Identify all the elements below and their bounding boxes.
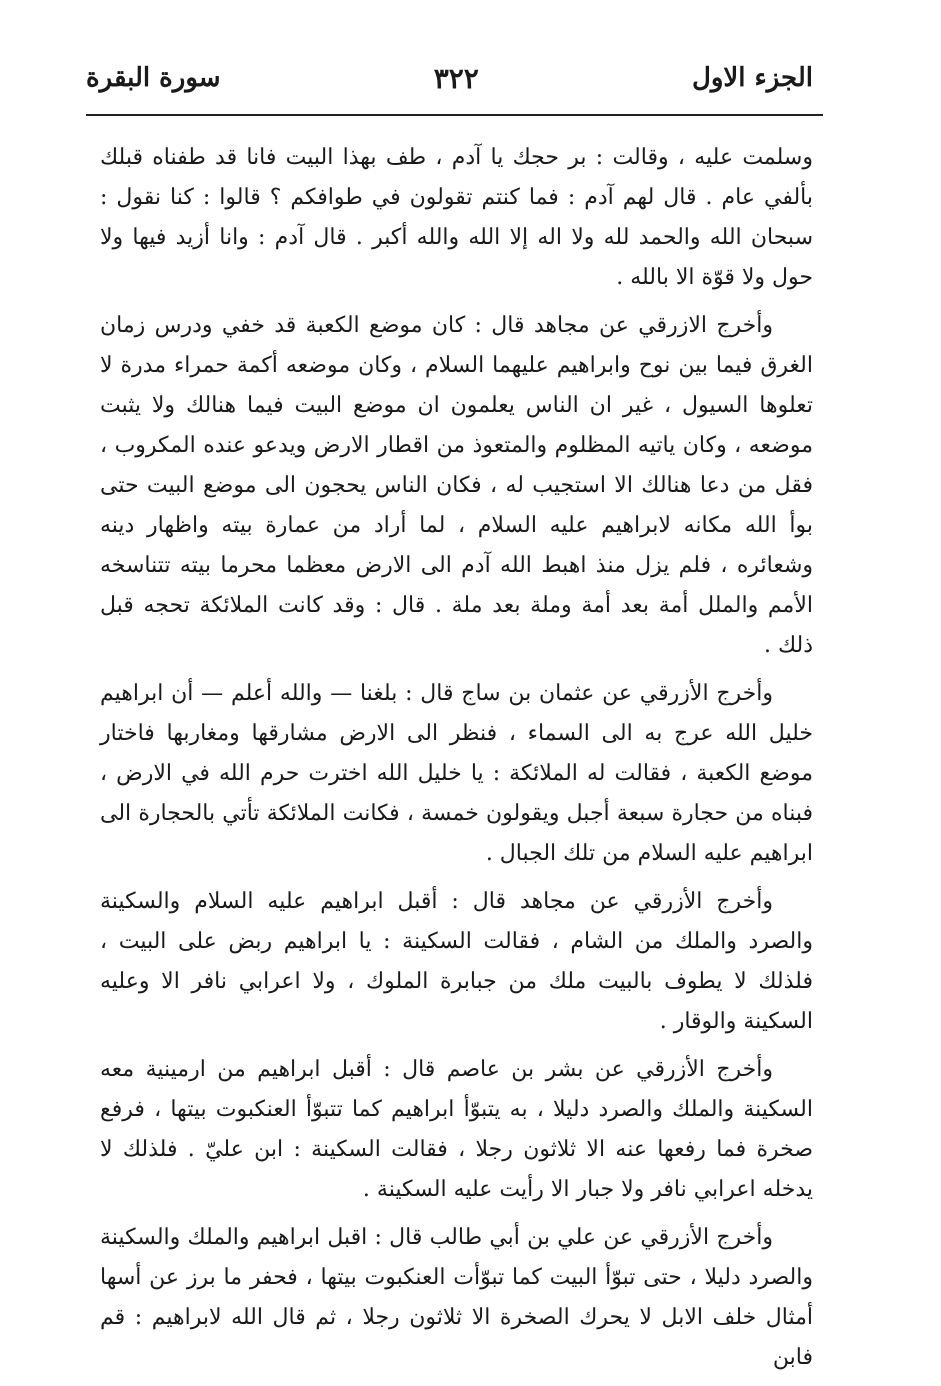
header-surah-label: سورة البقرة (86, 63, 221, 93)
paragraph-continuation: وسلمت عليه ، وقالت : بر حجك يا آدم ، طف بهذا البيت فانا قد طفناه قبلك بألفي عام . قال لهم آدم : فما كنتم تقولون في طوافكم ؟ قالوا : كنا نقول : سبحان الله والحمد لله ولا اله إلا الله والله أكبر . قال آدم : وانا أزيد فيها ولا حول ولا قوّة الا بالله . (100, 145, 813, 290)
paragraph-mujahid-sakina: وأخرج الأزرقي عن مجاهد قال : أقبل ابراهيم عليه السلام والسكينة والصرد والملك من الشام ، فقالت السكينة : يا ابراهيم ربض على البيت ، فلذلك لا يطوف بالبيت ملك من جبابرة الملوك ، ولا اعرابي نافر الا وعليه السكينة والوقار . (100, 889, 813, 1034)
paragraph-mujahid-kaaba: وأخرج الازرقي عن مجاهد قال : كان موضع الكعبة قد خفي ودرس زمان الغرق فيما بين نوح وابراهيم عليهما السلام ، وكان موضعه أكمة حمراء مدرة لا تعلوها السيول ، غير ان الناس يعلمون ان موضع البيت فيما هنالك ولا يثبت موضعه ، وكان ياتيه المظلوم والمتعوذ من اقطار الارض ويدعو عنده المكروب ، فقل من دعا هنالك الا استجيب له ، فكان الناس يحجون الى موضع البيت حتى بوأ الله مكانه لابراهيم عليه السلام ، لما أراد من عمارة بيته واظهار دينه وشعائره ، فلم يزل منذ اهبط الله آدم الى الارض معظما محرما بيته تتناسخه الأمم والملل أمة بعد أمة وملة بعد ملة . قال : وقد كانت الملائكة تحجه قبل ذلك . (100, 313, 813, 658)
header-divider (86, 114, 823, 116)
header-part-label: الجزء الاول (691, 63, 813, 93)
paragraph-uthman-ibn-saj: وأخرج الأزرقي عن عثمان بن ساج قال : بلغنا — والله أعلم — أن ابراهيم خليل الله عرج به الى السماء ، فنظر الى الارض مشارقها ومغاربها فاختار موضع الكعبة ، فقالت له الملائكة : يا خليل الله اخترت حرم الله في الارض ، فبناه من حجارة سبعة أجبل ويقولون خمسة ، فكانت الملائكة تأتي بالحجارة الى ابراهيم عليه السلام من تلك الجبال . (100, 681, 813, 866)
page-header (86, 50, 813, 106)
paragraph-bishr-ibn-asim: وأخرج الأزرقي عن بشر بن عاصم قال : أقبل ابراهيم من ارمينية معه السكينة والملك والصرد دليلا ، به يتبوّأ ابراهيم كما تتبوّأ العنكبوت بيتها ، فرفع صخرة فما رفعها عنه الا ثلاثون رجلا ، فقالت السكينة : ابن عليّ . فلذلك لا يدخله اعرابي نافر ولا جبار الا رأيت عليه السكينة . (100, 1057, 813, 1202)
paragraph-ali-ibn-abi-talib: وأخرج الأزرقي عن علي بن أبي طالب قال : اقبل ابراهيم والملك والسكينة والصرد دليلا ، حتى تبوّأ البيت كما تبوّأت العنكبوت بيتها ، فحفر ما برز عن أسها أمثال خلف الابل لا يحرك الصخرة الا ثلاثون رجلا ، ثم قال الله لابراهيم : قم فابن (100, 1225, 813, 1370)
body-text (100, 138, 813, 1386)
page-number: ٣٢٢ (433, 61, 479, 95)
